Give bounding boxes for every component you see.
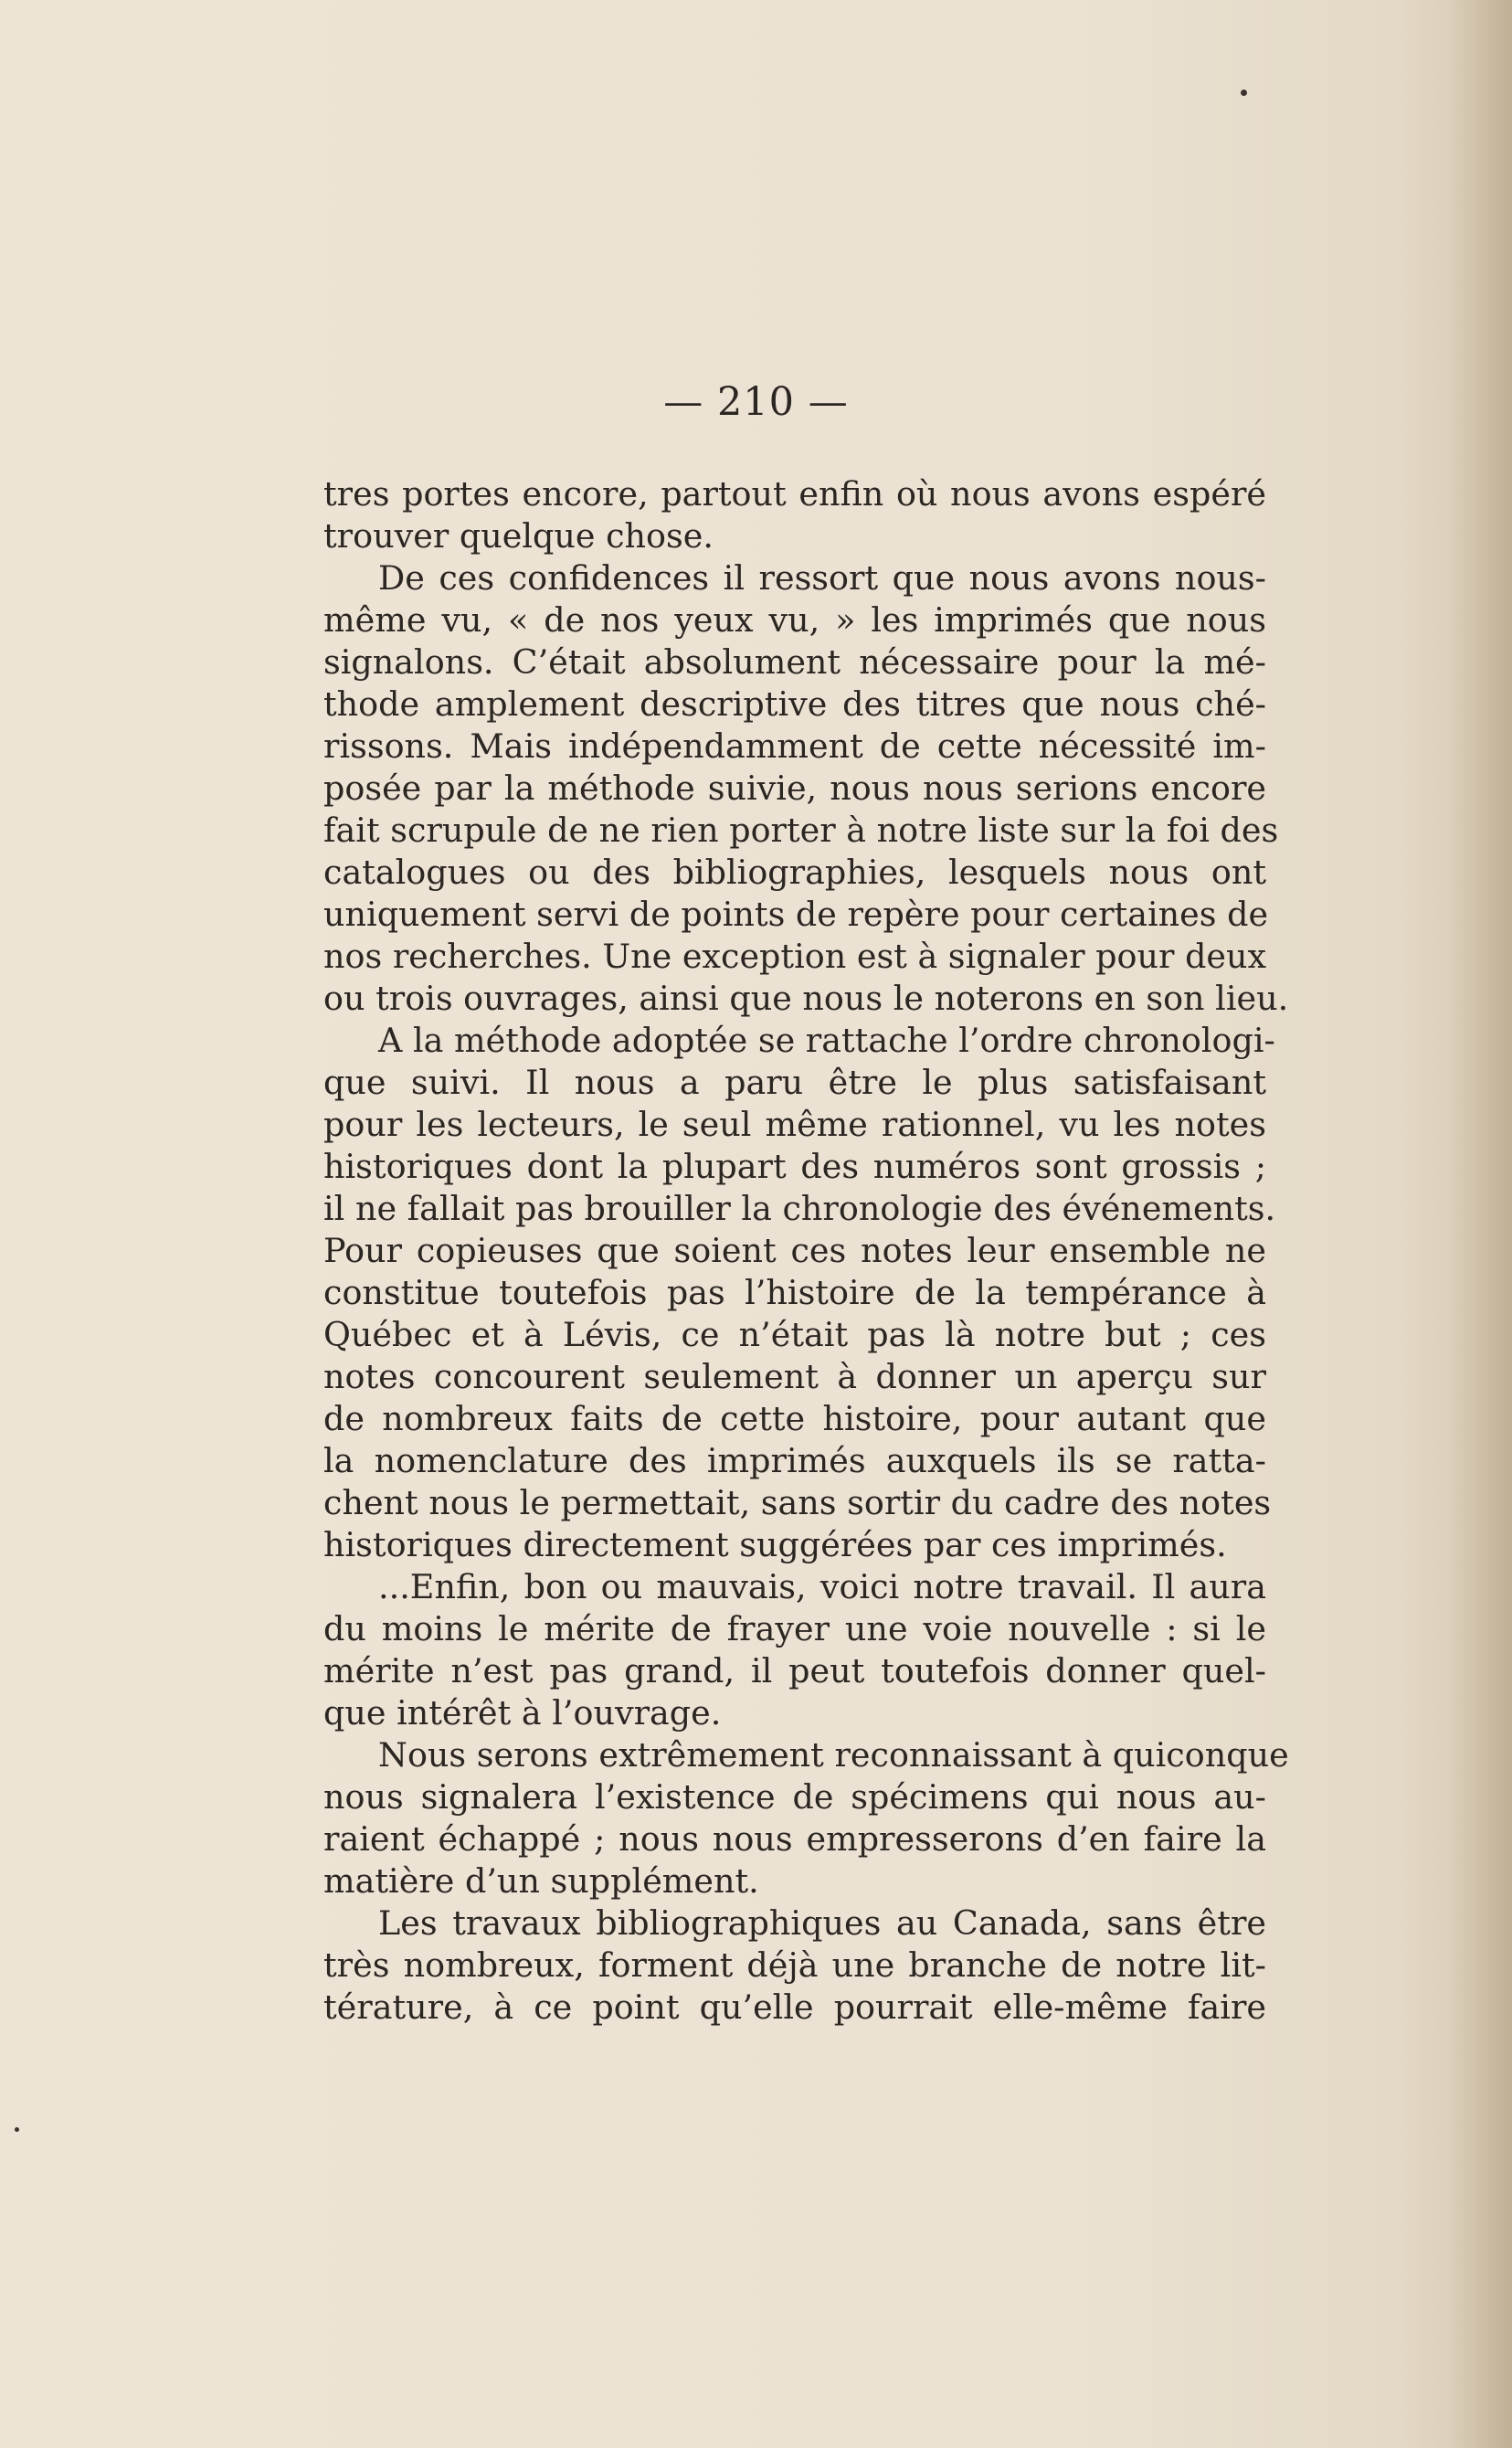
text-line: Québec et à Lévis, ce n’était pas là notre but ; ces [323, 1315, 1266, 1354]
text-line: Nous serons extrêmement reconnaissant à quiconque [378, 1735, 1289, 1775]
text-line: ...Enfin, bon ou mauvais, voici notre travail. Il aura [378, 1567, 1266, 1606]
ink-speck [1241, 90, 1247, 96]
text-line: Pour copieuses que soient ces notes leur ensemble ne [323, 1231, 1266, 1270]
ink-speck [15, 2127, 19, 2132]
text-line: ou trois ouvrages, ainsi que nous le noterons en son lieu. [323, 979, 1289, 1018]
text-line: la nomenclature des imprimés auxquels ils se ratta- [323, 1441, 1266, 1480]
text-line: que intérêt à l’ouvrage. [323, 1693, 722, 1733]
text-line: thode amplement descriptive des titres que nous ché- [323, 684, 1266, 724]
text-line: du moins le mérite de frayer une voie nouvelle : si le [323, 1609, 1266, 1648]
text-line: constitue toutefois pas l’histoire de la tempérance à [323, 1273, 1266, 1312]
text-line: posée par la méthode suivie, nous nous serions encore [323, 768, 1266, 808]
text-line: Les travaux bibliographiques au Canada, sans être [378, 1903, 1266, 1943]
text-line: signalons. C’était absolument nécessaire pour la mé- [323, 642, 1266, 682]
text-line: fait scrupule de ne rien porter à notre liste sur la foi des [323, 811, 1279, 850]
text-line: de nombreux faits de cette histoire, pour autant que [323, 1399, 1266, 1438]
text-line: il ne fallait pas brouiller la chronologie des événements. [323, 1189, 1276, 1228]
text-line: trouver quelque chose. [323, 516, 714, 556]
text-line: très nombreux, forment déjà une branche de notre lit- [323, 1945, 1266, 1985]
text-line: historiques directement suggérées par ces imprimés. [323, 1525, 1227, 1564]
text-line: rissons. Mais indépendamment de cette nécessité im- [323, 726, 1266, 766]
text-line: A la méthode adoptée se rattache l’ordre chronologi- [378, 1021, 1275, 1060]
text-line: pour les lecteurs, le seul même rationnel, vu les notes [323, 1105, 1266, 1144]
text-line: notes concourent seulement à donner un aperçu sur [323, 1357, 1266, 1396]
text-line: térature, à ce point qu’elle pourrait elle-même faire [323, 1987, 1266, 2027]
text-line: nos recherches. Une exception est à signaler pour deux [323, 937, 1267, 976]
text-line: nous signalera l’existence de spécimens qui nous au- [323, 1777, 1266, 1817]
body-text [323, 473, 1289, 2029]
text-line: chent nous le permettait, sans sortir du cadre des notes [323, 1483, 1272, 1522]
text-line: raient échappé ; nous nous empresserons d’en faire la [323, 1819, 1266, 1859]
text-line: uniquement servi de points de repère pour certaines de [323, 895, 1269, 934]
text-line: historiques dont la plupart des numéros sont grossis ; [323, 1147, 1266, 1186]
page-number: — 210 — [663, 379, 849, 425]
page-edge-shadow [1448, 0, 1512, 2448]
text-line: tres portes encore, partout enfin où nous avons espéré [323, 474, 1266, 514]
text-line: même vu, « de nos yeux vu, » les imprimés que nous [323, 600, 1266, 640]
text-line: mérite n’est pas grand, il peut toutefois donner quel- [323, 1651, 1266, 1690]
text-line: De ces confidences il ressort que nous avons nous- [378, 558, 1266, 598]
text-line: que suivi. Il nous a paru être le plus satisfaisant [323, 1063, 1266, 1102]
text-line: catalogues ou des bibliographies, lesquels nous ont [323, 853, 1266, 892]
text-line: matière d’un supplément. [323, 1861, 759, 1901]
